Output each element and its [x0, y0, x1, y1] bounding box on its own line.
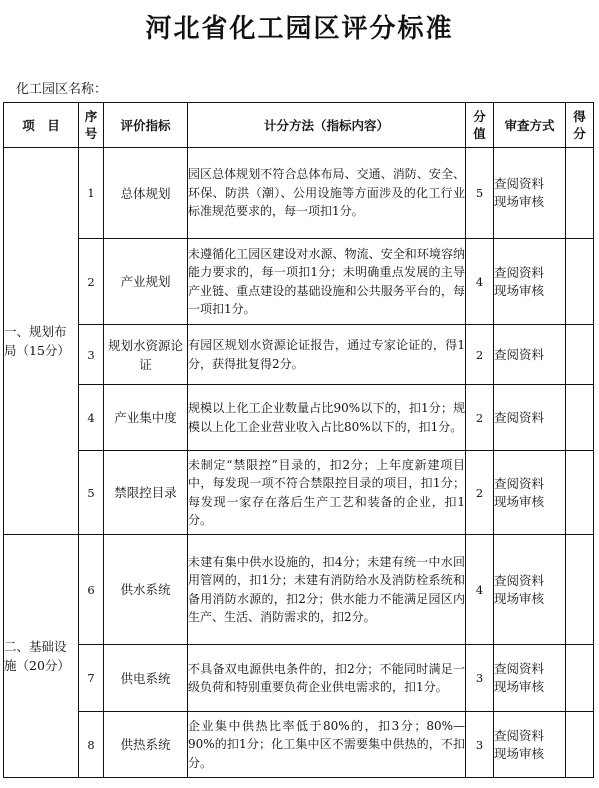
header-audit: 审查方式: [494, 103, 566, 148]
park-name-label: 化工园区名称：: [16, 82, 108, 97]
method-cell: 未遵循化工园区建设对水源、物流、安全和环境容纳能力要求的，每一项扣1分；未明确重点发展的主导产业链、重点建设的基础设施和公共服务平台的，每一项扣1分。: [188, 239, 466, 325]
score-cell: 3: [466, 712, 494, 778]
header-item: 项 目: [4, 103, 79, 148]
audit-cell: 查阅资料 现场审核: [494, 148, 566, 239]
score-cell: 2: [466, 385, 494, 451]
header-method: 计分方法（指标内容）: [188, 103, 466, 148]
indicator-cell: 供热系统: [104, 712, 188, 778]
seq-cell: 8: [79, 712, 104, 778]
category-cell: 二、基础设施（20分）: [4, 535, 79, 778]
got-cell: [566, 645, 594, 712]
header-seq: 序 号: [79, 103, 104, 148]
audit-cell: 查阅资料: [494, 325, 566, 385]
audit-cell: 查阅资料: [494, 385, 566, 451]
table-row: [4, 535, 594, 645]
indicator-cell: 产业集中度: [104, 385, 188, 451]
header-got: 得 分: [566, 103, 594, 148]
indicator-cell: 产业规划: [104, 239, 188, 325]
seq-cell: 7: [79, 645, 104, 712]
indicator-cell: 禁限控目录: [104, 451, 188, 535]
score-cell: 4: [466, 535, 494, 645]
score-cell: 4: [466, 239, 494, 325]
indicator-cell: 总体规划: [104, 148, 188, 239]
method-cell: 规模以上化工企业数量占比90%以下的，扣1分；规模以上化工企业营业收入占比80%以下的，扣1分。: [188, 385, 466, 451]
method-cell: 未建有集中供水设施的，扣4分；未建有统一中水回用管网的，扣1分；未建有消防给水及消防栓系统和备用消防水源的，扣2分；供水能力不能满足园区内生产、生活、消防需求的，扣2分。: [188, 535, 466, 645]
got-cell: [566, 451, 594, 535]
score-cell: 2: [466, 451, 494, 535]
got-cell: [566, 535, 594, 645]
category-cell: 一、规划布局（15分）: [4, 148, 79, 535]
table-row: [4, 148, 594, 239]
got-cell: [566, 385, 594, 451]
seq-cell: 5: [79, 451, 104, 535]
table-row: [4, 451, 594, 535]
table-row: [4, 645, 594, 712]
scoring-table: [3, 102, 594, 778]
method-cell: 园区总体规划不符合总体布局、交通、消防、安全、环保、防洪（潮）、公用设施等方面涉及的化工行业标准规范要求的，每一项扣1分。: [188, 148, 466, 239]
method-cell: 企业集中供热比率低于80%的，扣3分；80%—90%的扣1分；化工集中区不需要集中供热的，不扣分。: [188, 712, 466, 778]
header-indicator: 评价指标: [104, 103, 188, 148]
table-row: [4, 325, 594, 385]
table-row: [4, 712, 594, 778]
seq-cell: 2: [79, 239, 104, 325]
header-score: 分 值: [466, 103, 494, 148]
indicator-cell: 规划水资源论证: [104, 325, 188, 385]
score-cell: 5: [466, 148, 494, 239]
audit-cell: 查阅资料 现场审核: [494, 239, 566, 325]
seq-cell: 3: [79, 325, 104, 385]
indicator-cell: 供水系统: [104, 535, 188, 645]
audit-cell: 查阅资料 现场审核: [494, 712, 566, 778]
table-row: [4, 239, 594, 325]
table-header-row: [4, 103, 594, 148]
audit-cell: 查阅资料 现场审核: [494, 645, 566, 712]
page-title: 河北省化工园区评分标准: [145, 14, 454, 44]
seq-cell: 1: [79, 148, 104, 239]
indicator-cell: 供电系统: [104, 645, 188, 712]
method-cell: 未制定“禁限控”目录的，扣2分；上年度新建项目中，每发现一项不符合禁限控目录的项目，扣1分；每发现一家存在落后生产工艺和装备的企业，扣1分。: [188, 451, 466, 535]
score-cell: 2: [466, 325, 494, 385]
audit-cell: 查阅资料 现场审核: [494, 535, 566, 645]
method-cell: 有园区规划水资源论证报告，通过专家论证的，得1分，获得批复得2分。: [188, 325, 466, 385]
got-cell: [566, 239, 594, 325]
got-cell: [566, 325, 594, 385]
seq-cell: 4: [79, 385, 104, 451]
method-cell: 不具备双电源供电条件的，扣2分；不能同时满足一级负荷和特别重要负荷企业供电需求的，扣1分。: [188, 645, 466, 712]
seq-cell: 6: [79, 535, 104, 645]
got-cell: [566, 712, 594, 778]
table-row: [4, 385, 594, 451]
audit-cell: 查阅资料 现场审核: [494, 451, 566, 535]
score-cell: 3: [466, 645, 494, 712]
got-cell: [566, 148, 594, 239]
